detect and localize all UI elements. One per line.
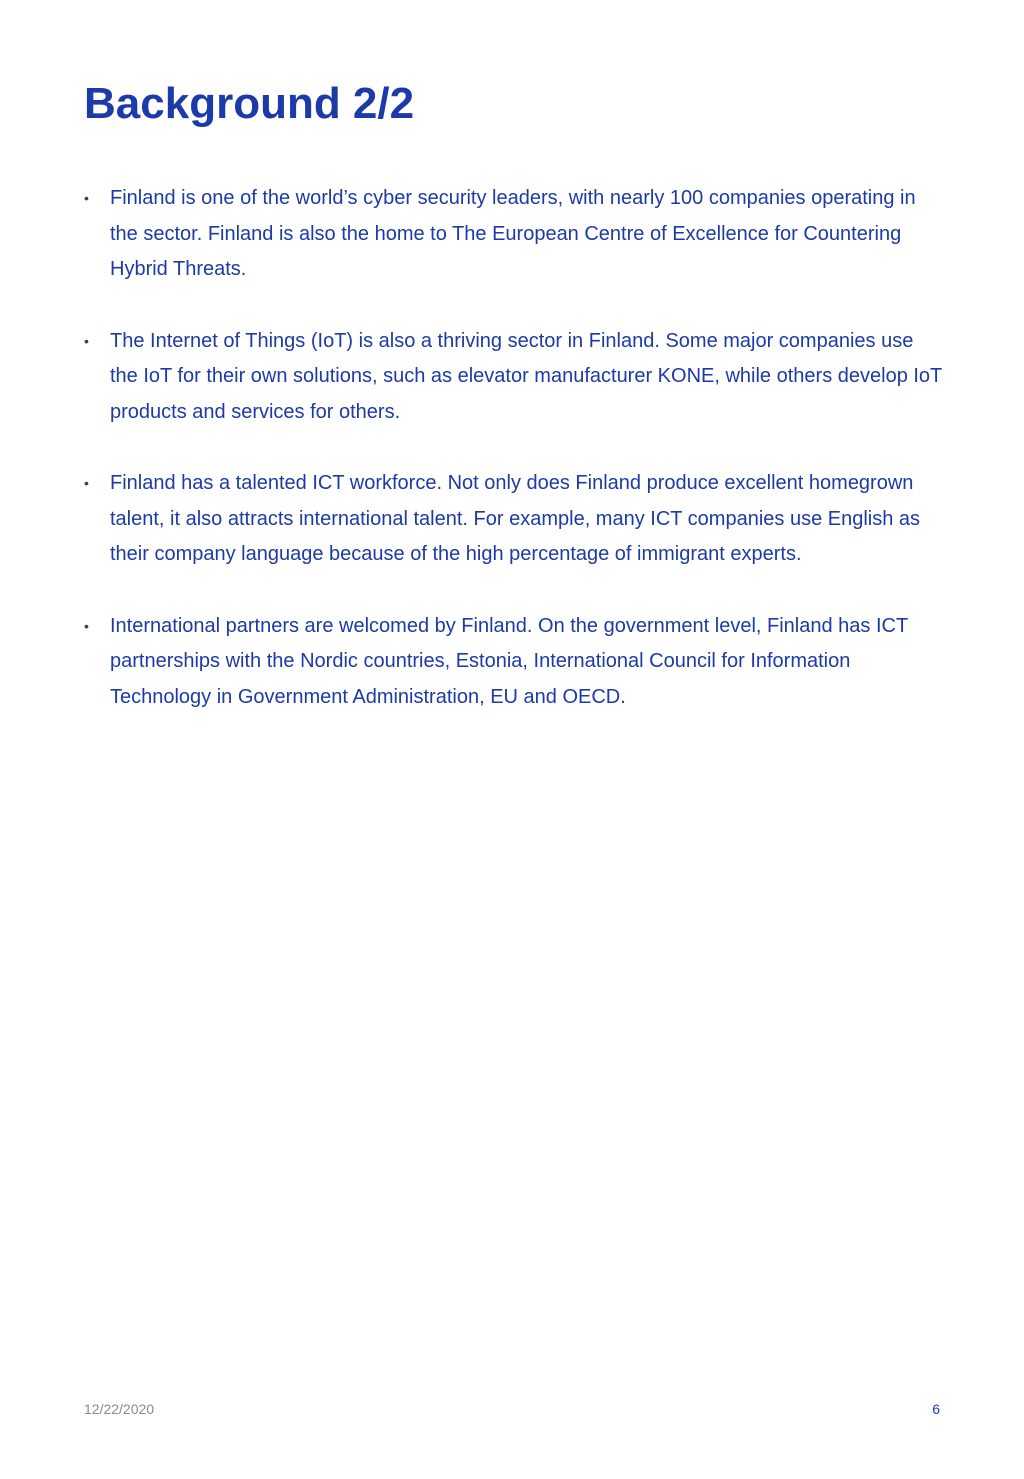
- bullet-icon: •: [84, 190, 89, 206]
- page-title: Background 2/2: [84, 79, 415, 128]
- bullet-text: The Internet of Things (IoT) is also a thriving sector in Finland. Some major companies use the IoT for their own solutions, such as elevator manufacturer KONE, while others develop IoT products and services for others.: [110, 329, 942, 423]
- bullet-icon: •: [84, 617, 89, 634]
- footer-date: 12/22/2020: [84, 1401, 155, 1417]
- bullet-icon: •: [84, 475, 89, 491]
- bullet-text: Finland has a talented ICT workforce. Not only does Finland produce excellent homegrown talent, it also attracts international talent. For example, many ICT companies use English as their company language because of the high percentage of immigrant experts.: [110, 472, 921, 565]
- list-item: [84, 181, 944, 288]
- list-item: [84, 466, 944, 573]
- list-item: [84, 609, 944, 716]
- bullet-text: International partners are welcomed by Finland. On the government level, Finland has ICT partnerships with the Nordic countries, Estonia, International Council for Information Technology in Government Administration, EU and OECD.: [110, 614, 908, 708]
- bullet-text: Finland is one of the world’s cyber security leaders, with nearly 100 companies operating in the sector. Finland is also the home to The European Centre of Excellence for Countering Hybrid Threats.: [110, 187, 916, 280]
- bullet-icon: •: [84, 332, 89, 349]
- bullet-list: [84, 181, 944, 751]
- page-number: 6: [932, 1401, 940, 1417]
- list-item: [84, 324, 944, 431]
